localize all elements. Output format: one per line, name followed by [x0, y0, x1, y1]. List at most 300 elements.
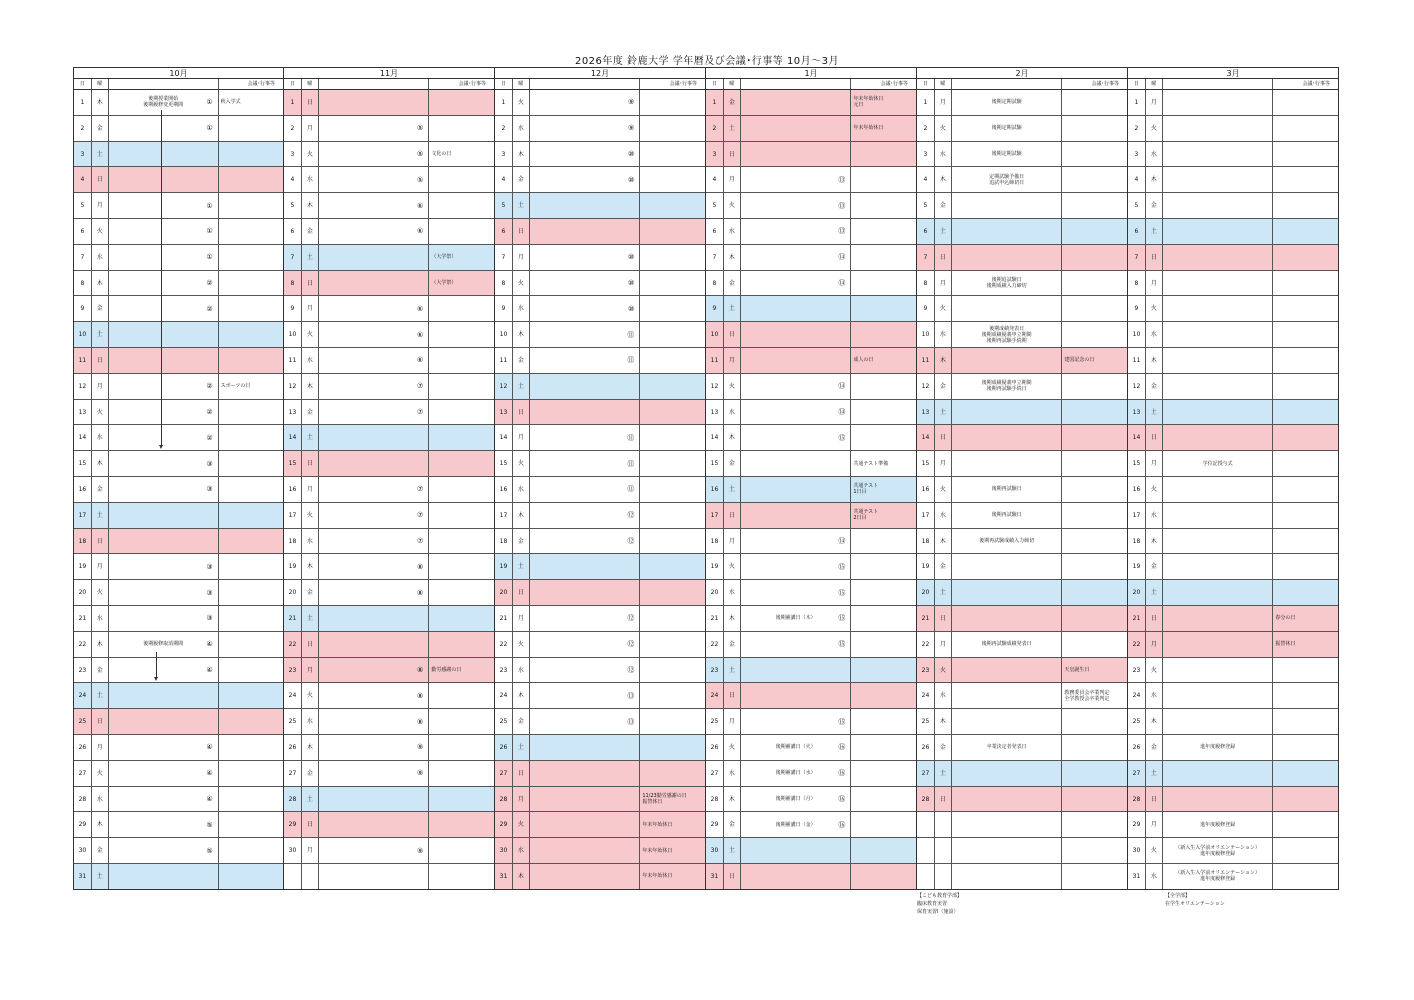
day-row: [74, 400, 283, 426]
day-row: [917, 374, 1127, 400]
month-column: [73, 67, 284, 890]
day-row: [1128, 761, 1338, 787]
day-number: 19: [74, 554, 92, 579]
day-row: [706, 322, 916, 348]
event-text: 共通テスト準備: [853, 460, 889, 467]
schedule-cell: [1163, 425, 1273, 450]
day-number: 6: [284, 219, 302, 244]
weekday: 木: [1146, 709, 1163, 734]
header-events: 会議･行事等: [1091, 81, 1120, 87]
schedule-cell: [530, 864, 640, 889]
day-number: 7: [284, 245, 302, 270]
day-number: 9: [74, 296, 92, 321]
schedule-cell: [741, 812, 851, 837]
day-row: [1128, 451, 1338, 477]
day-row: [1128, 787, 1338, 813]
day-number: 19: [706, 554, 724, 579]
weekday: 月: [302, 838, 319, 863]
day-number: [917, 864, 935, 889]
event-text: 春分の日: [1275, 615, 1296, 622]
weekday: 水: [92, 245, 109, 270]
schedule-cell: [109, 322, 219, 347]
month-column: [917, 67, 1128, 890]
day-number: 13: [284, 400, 302, 425]
weekday: 日: [513, 219, 530, 244]
class-session-number: ⑨: [417, 769, 424, 778]
day-number: 18: [917, 529, 935, 554]
schedule-cell: [741, 374, 851, 399]
header-schedule: [952, 79, 1062, 89]
day-number: 9: [706, 296, 724, 321]
schedule-text: 後期補講日（木）: [775, 615, 816, 622]
class-session-number: ④: [206, 769, 213, 778]
day-number: 14: [706, 425, 724, 450]
events-cell: [851, 606, 916, 631]
events-cell: [1062, 580, 1127, 605]
events-cell: [1273, 683, 1338, 708]
events-cell: [640, 503, 705, 528]
day-number: 10: [917, 322, 935, 347]
class-session-number: ⑭: [838, 253, 846, 262]
events-cell: [1273, 838, 1338, 863]
header-schedule: [741, 79, 851, 89]
events-cell: [219, 632, 283, 657]
events-cell: [1273, 322, 1338, 347]
day-number: 1: [917, 90, 935, 115]
day-row: [1128, 142, 1338, 168]
day-row: [495, 580, 705, 606]
day-row: [1128, 322, 1338, 348]
weekday: 日: [935, 606, 952, 631]
events-cell: [640, 90, 705, 115]
header-schedule: [319, 79, 429, 89]
day-number: 6: [1128, 219, 1146, 244]
weekday: 土: [724, 296, 741, 321]
events-cell: [1062, 812, 1127, 837]
day-row: [284, 90, 494, 116]
events-cell: [429, 580, 494, 605]
day-row: [284, 219, 494, 245]
day-row: [917, 529, 1127, 555]
schedule-cell: [952, 167, 1062, 192]
schedule-text: 進年度履修登録: [1200, 744, 1236, 751]
day-row: [495, 374, 705, 400]
schedule-cell: [319, 787, 429, 812]
events-cell: [851, 142, 916, 167]
weekday: 水: [513, 296, 530, 321]
weekday: 日: [92, 348, 109, 373]
month-columns: [73, 67, 1341, 890]
events-cell: [640, 812, 705, 837]
schedule-cell: [319, 709, 429, 734]
schedule-cell: [741, 606, 851, 631]
schedule-cell: [319, 167, 429, 192]
schedule-cell: [952, 451, 1062, 476]
class-session-number: ⑧: [417, 588, 424, 597]
events-cell: [1273, 761, 1338, 786]
day-number: 21: [917, 606, 935, 631]
event-text: 勤労感謝の日: [431, 666, 462, 673]
weekday: 土: [724, 838, 741, 863]
day-number: 14: [495, 425, 513, 450]
day-row: [706, 348, 916, 374]
day-row: [495, 142, 705, 168]
weekday: 木: [92, 271, 109, 296]
day-row: [917, 296, 1127, 322]
events-cell: [1062, 425, 1127, 450]
day-number: 26: [706, 735, 724, 760]
day-row: [495, 787, 705, 813]
events-cell: [1273, 503, 1338, 528]
weekday: 日: [724, 683, 741, 708]
schedule-cell: [109, 116, 219, 141]
day-row: [284, 787, 494, 813]
weekday: 木: [935, 709, 952, 734]
day-row: [284, 167, 494, 193]
schedule-cell: [109, 90, 219, 115]
class-session-number: ⑦: [417, 382, 424, 391]
class-session-number: ⑧: [417, 717, 424, 726]
day-row: [284, 529, 494, 555]
day-number: 23: [917, 658, 935, 683]
weekday: 土: [513, 193, 530, 218]
day-row: [706, 167, 916, 193]
day-row: [1128, 658, 1338, 684]
events-cell: [429, 812, 494, 837]
events-cell: [851, 296, 916, 321]
day-row: [1128, 245, 1338, 271]
weekday: 木: [513, 142, 530, 167]
schedule-cell: [319, 838, 429, 863]
day-number: 12: [284, 374, 302, 399]
day-number: 11: [706, 348, 724, 373]
weekday: 木: [302, 554, 319, 579]
class-session-number: ⑭: [838, 536, 846, 545]
weekday: 日: [724, 322, 741, 347]
events-cell: [851, 400, 916, 425]
weekday: 金: [724, 451, 741, 476]
weekday: 金: [724, 812, 741, 837]
schedule-cell: [741, 425, 851, 450]
class-session-number: ①: [206, 253, 213, 262]
schedule-cell: [952, 709, 1062, 734]
events-cell: [429, 477, 494, 502]
day-row: [74, 322, 283, 348]
month-header: 10月: [74, 67, 283, 79]
day-row: [74, 580, 283, 606]
day-row: [917, 425, 1127, 451]
day-row: [284, 116, 494, 142]
weekday: 日: [1146, 787, 1163, 812]
events-cell: [1273, 451, 1338, 476]
day-number: 10: [495, 322, 513, 347]
day-number: 1: [284, 90, 302, 115]
day-number: 14: [1128, 425, 1146, 450]
schedule-cell: [741, 529, 851, 554]
events-cell: [851, 709, 916, 734]
schedule-cell: [1163, 167, 1273, 192]
weekday: 月: [1146, 90, 1163, 115]
weekday: 金: [513, 167, 530, 192]
events-cell: [1273, 193, 1338, 218]
day-number: 17: [917, 503, 935, 528]
schedule-cell: [1163, 451, 1273, 476]
header-weekday: 曜: [935, 79, 952, 89]
day-row: [917, 193, 1127, 219]
day-number: 17: [495, 503, 513, 528]
schedule-cell: [1163, 838, 1273, 863]
events-cell: [429, 864, 494, 889]
class-session-number: ⑩: [628, 304, 635, 313]
day-number: 3: [74, 142, 92, 167]
schedule-cell: [952, 580, 1062, 605]
schedule-cell: [530, 838, 640, 863]
day-number: 4: [495, 167, 513, 192]
schedule-cell: [1163, 529, 1273, 554]
weekday: 木: [724, 606, 741, 631]
events-cell: [1273, 606, 1338, 631]
column-header-row: [706, 79, 916, 90]
weekday: 土: [724, 116, 741, 141]
day-row: [495, 477, 705, 503]
class-session-number: ②: [206, 407, 213, 416]
day-number: 8: [284, 271, 302, 296]
day-row: [917, 348, 1127, 374]
schedule-cell: [109, 709, 219, 734]
events-cell: [429, 451, 494, 476]
events-cell: [640, 658, 705, 683]
day-number: 26: [284, 735, 302, 760]
day-number: 2: [917, 116, 935, 141]
weekday: 水: [1146, 142, 1163, 167]
day-number: 24: [706, 683, 724, 708]
schedule-cell: [530, 142, 640, 167]
schedule-cell: [319, 245, 429, 270]
class-session-number: ⑦: [417, 485, 424, 494]
schedule-cell: [1163, 142, 1273, 167]
weekday: 月: [92, 735, 109, 760]
events-cell: [429, 503, 494, 528]
header-events: 会議･行事等: [880, 81, 909, 87]
class-session-number: ⑭: [838, 407, 846, 416]
events-cell: [1273, 425, 1338, 450]
weekday: 火: [1146, 658, 1163, 683]
day-number: 19: [284, 554, 302, 579]
schedule-cell: [952, 219, 1062, 244]
schedule-cell: [1163, 864, 1273, 889]
schedule-cell: [1163, 761, 1273, 786]
day-number: 18: [74, 529, 92, 554]
schedule-text: 後期履修取消期間: [143, 641, 184, 648]
schedule-cell: [530, 658, 640, 683]
weekday: 火: [92, 580, 109, 605]
day-number: 4: [706, 167, 724, 192]
events-cell: [1273, 477, 1338, 502]
schedule-cell: [1163, 580, 1273, 605]
schedule-cell: [319, 735, 429, 760]
header-weekday: 曜: [1146, 79, 1163, 89]
day-number: 12: [74, 374, 92, 399]
day-number: 15: [917, 451, 935, 476]
day-number: 8: [917, 271, 935, 296]
month-header: 11月: [284, 67, 494, 79]
weekday: 日: [724, 142, 741, 167]
day-row: [1128, 503, 1338, 529]
schedule-cell: [741, 271, 851, 296]
day-row: [495, 606, 705, 632]
weekday: 火: [302, 322, 319, 347]
events-cell: [640, 167, 705, 192]
event-text: （大学祭）: [431, 279, 457, 286]
day-row: [495, 296, 705, 322]
class-session-number: ⑮: [838, 588, 846, 597]
schedule-cell: [1163, 709, 1273, 734]
events-cell: [219, 348, 283, 373]
class-session-number: ⑬: [627, 717, 635, 726]
day-number: 27: [917, 761, 935, 786]
schedule-cell: [530, 529, 640, 554]
class-session-number: ③: [206, 485, 213, 494]
events-cell: [429, 116, 494, 141]
schedule-cell: [319, 142, 429, 167]
events-cell: [851, 580, 916, 605]
events-cell: [851, 193, 916, 218]
weekday: 水: [935, 503, 952, 528]
day-row: [284, 709, 494, 735]
class-session-number: ⑮: [838, 614, 846, 623]
day-row: [74, 348, 283, 374]
day-number: 25: [706, 709, 724, 734]
weekday: 火: [935, 296, 952, 321]
events-cell: [851, 864, 916, 889]
day-row: [284, 658, 494, 684]
class-session-number: ⑨: [417, 743, 424, 752]
events-cell: [640, 554, 705, 579]
day-row: [706, 864, 916, 890]
day-row: [1128, 812, 1338, 838]
class-session-number: ⑩: [628, 253, 635, 262]
day-number: 7: [495, 245, 513, 270]
class-session-number: ⑬: [838, 201, 846, 210]
day-number: 4: [74, 167, 92, 192]
events-cell: [851, 245, 916, 270]
event-text: 教務委員会卒業判定 全学教授会卒業判定: [1064, 689, 1110, 702]
events-cell: [219, 322, 283, 347]
day-row: [1128, 425, 1338, 451]
schedule-cell: [952, 503, 1062, 528]
weekday: 水: [1146, 503, 1163, 528]
day-row: [74, 477, 283, 503]
day-number: 5: [495, 193, 513, 218]
weekday: 金: [935, 193, 952, 218]
day-number: 20: [917, 580, 935, 605]
weekday: 月: [1146, 271, 1163, 296]
day-number: 23: [74, 658, 92, 683]
day-number: 14: [284, 425, 302, 450]
class-session-number: ⑫: [627, 511, 635, 520]
schedule-cell: [319, 322, 429, 347]
schedule-cell: [741, 735, 851, 760]
day-number: [284, 864, 302, 889]
schedule-cell: [319, 271, 429, 296]
weekday: 金: [935, 735, 952, 760]
class-session-number: ⑮: [838, 562, 846, 571]
class-session-number: ⑮: [838, 640, 846, 649]
day-number: 14: [74, 425, 92, 450]
schedule-cell: [741, 193, 851, 218]
schedule-cell: [530, 683, 640, 708]
schedule-cell: [741, 632, 851, 657]
class-session-number: ⑧: [417, 691, 424, 700]
events-cell: [1273, 632, 1338, 657]
schedule-cell: [741, 683, 851, 708]
class-session-number: ⑪: [627, 433, 635, 442]
schedule-cell: [109, 606, 219, 631]
weekday: 土: [1146, 219, 1163, 244]
weekday: 水: [935, 683, 952, 708]
weekday: [935, 864, 952, 889]
day-number: 12: [1128, 374, 1146, 399]
class-session-number: ①: [206, 201, 213, 210]
schedule-cell: [319, 193, 429, 218]
events-cell: [640, 245, 705, 270]
weekday: 金: [302, 219, 319, 244]
weekday: 月: [935, 271, 952, 296]
schedule-cell: [109, 864, 219, 889]
day-number: 31: [495, 864, 513, 889]
schedule-cell: [741, 554, 851, 579]
weekday: 月: [302, 296, 319, 321]
day-number: 10: [284, 322, 302, 347]
schedule-cell: [530, 348, 640, 373]
day-row: [284, 683, 494, 709]
day-row: [706, 451, 916, 477]
day-number: 21: [706, 606, 724, 631]
schedule-text: （新入生入学前オリエンテーション） 進年度履修登録: [1175, 870, 1260, 883]
day-row: [1128, 838, 1338, 864]
day-number: 18: [706, 529, 724, 554]
day-row: [495, 683, 705, 709]
day-row: [706, 632, 916, 658]
weekday: 金: [302, 400, 319, 425]
schedule-cell: [319, 90, 429, 115]
class-session-number: ③: [206, 588, 213, 597]
day-row: [284, 812, 494, 838]
schedule-cell: [1163, 193, 1273, 218]
weekday: 日: [1146, 425, 1163, 450]
schedule-cell: [741, 864, 851, 889]
events-cell: [1062, 116, 1127, 141]
weekday: 火: [92, 219, 109, 244]
weekday: 木: [1146, 529, 1163, 554]
weekday: 月: [302, 658, 319, 683]
class-session-number: ⑬: [627, 691, 635, 700]
mar-notes: 【全学部】 在学生オリエンテーション: [1165, 893, 1225, 907]
weekday: 月: [724, 529, 741, 554]
day-row: [284, 554, 494, 580]
events-cell: [1062, 554, 1127, 579]
events-cell: [219, 761, 283, 786]
events-cell: [1273, 735, 1338, 760]
class-session-number: ⑤: [206, 846, 213, 855]
weekday: 水: [92, 606, 109, 631]
day-number: 16: [706, 477, 724, 502]
schedule-cell: [109, 374, 219, 399]
weekday: [935, 812, 952, 837]
day-number: 20: [706, 580, 724, 605]
schedule-cell: [109, 529, 219, 554]
events-cell: [1273, 90, 1338, 115]
